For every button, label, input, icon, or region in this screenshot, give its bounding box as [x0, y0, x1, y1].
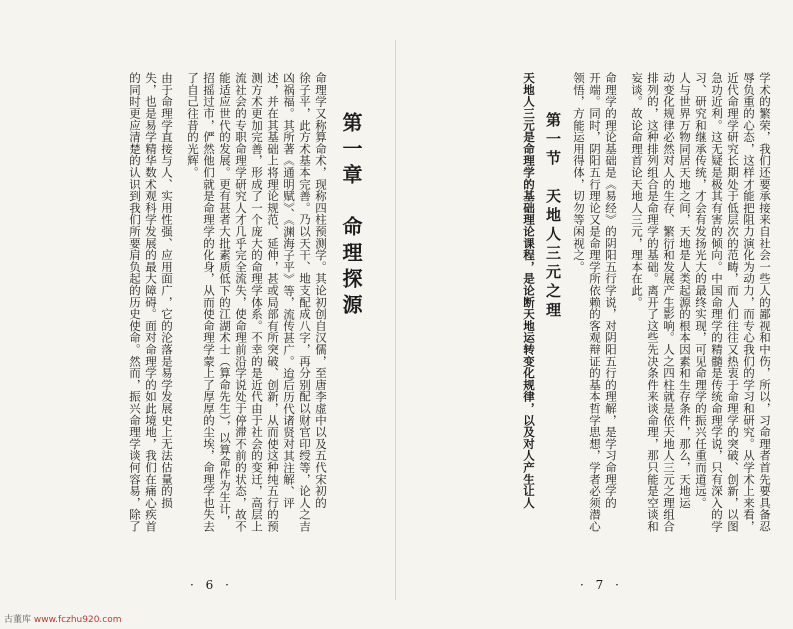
text-column: 急功近利。这无疑是极其有害的倾向。中国命理学的精髓是传统命理学说，只有深入的学	[710, 72, 724, 533]
text-column: 了自己往昔的光辉。	[186, 72, 200, 179]
right-page-text-columns	[446, 72, 772, 562]
text-column: 由于命理学直接与人、实用性强、应用面广，它的沦落是易学发展史上无法估量的损	[160, 72, 174, 509]
text-column: 开端。同时，阴阳五行理论又是命理学所依赖的客观辩证的基本哲学思想，学者必须潜心	[588, 72, 602, 533]
left-page	[0, 0, 396, 629]
bold-text-column: 天地人三元是命理学的基础理论课程，是论断天地运转变化规律，以及对人产生让人	[522, 72, 536, 509]
text-column: 辱负重的心态，这样才能把阻力演化为动力，而专心我们的学习和研究。从学术上来看，	[742, 72, 756, 533]
page-number-left: · 6 ·	[190, 578, 233, 592]
watermark-link[interactable]: www.fczhu920.com	[33, 615, 122, 625]
section-title: 第一节 天地人三元之理	[544, 112, 562, 321]
chapter-title: 第一章 命理探源	[339, 112, 363, 320]
text-column: 妄谈。故论命理首论天地人三元，理本在此。	[630, 72, 644, 308]
text-column: 述，并在其基础上将理论规范、延伸，甚或局部有所突破、创新，从而使这种纯五行的预	[266, 72, 280, 533]
text-column: 招摇过市，俨然他们就是命理学的化身，从而使命理学蒙上了厚厚的尘埃，命理学也失去	[202, 72, 216, 533]
text-column: 习、研究和继承传统，才会有发扬光大的最终实现，可见命理学的振兴任重而道远。	[694, 72, 708, 509]
text-column: 命理学又称算命术，现称四柱预测学。其论初创自汉儒，至唐李虚中以及五代宋初的	[314, 72, 328, 509]
text-column: 学术的繁荣，我们还要承接来自社会一些人的鄙视和中伤，所以，习命理者首先要具备忍	[758, 72, 772, 533]
text-column: 的同时更应清楚的认识到我们所要肩负起的历史使命。然而，振兴命理学谈何容易，除了	[128, 72, 142, 533]
text-column: 命理学的理论基础是《易经》的阴阳五行学说，对阴阳五行的理解，是学习命理学的	[604, 72, 618, 509]
text-column: 能适应世代的发展。更有甚者大批素质低下的江湖术士（算命先生），以算命作为生计，	[218, 72, 232, 527]
text-column: 人与世界万物同居天地之间，天地是人类起源的根本因素和生存条件，那么，天地运	[678, 72, 692, 509]
watermark-prefix: 古董库	[4, 615, 34, 625]
text-column: 失，也是易学精华数术观科学发展的最大障碍。面对命理学的如此境地，我们在痛心疾首	[144, 72, 158, 533]
left-page-text-columns	[56, 72, 372, 562]
text-column: 领悟，方能运用得体，切勿等闲视之。	[572, 72, 586, 273]
watermark	[4, 612, 122, 625]
text-column: 测方术更加完善，形成了一个庞大的命理学体系。不幸的是近代由于社会的变迁，高层上	[250, 72, 264, 533]
text-column: 近代命理学研究长期处于低层次的范畴，而人们往往又热衷于命理学的突破、创新，以图	[726, 72, 740, 533]
text-column: 徐子平，此方术基本完善。乃以天干、地支配成八字，再分别配以财官印绶等，论人之吉	[298, 72, 312, 533]
text-column: 排列的，这种排列组合是命理学的基础。离开了这些先决条件来谈命理，那只能是空谈和	[646, 72, 660, 533]
text-column: 动变化规律必然对人的生存、繁衍和发展产生影响。人之四柱就是依天地人三元之理组合	[662, 72, 676, 533]
text-column: 凶祸福。其所著《通明赋》、《渊海子平》等，流传甚广。迨后历代诸贤对其注解、评	[282, 72, 296, 509]
page-number-right: · 7 ·	[580, 578, 623, 592]
right-page	[396, 0, 793, 629]
text-column: 流社会的专职命理学研究人才几乎完全流失，使命理前沿学说处于停滞不前的状态，故不	[234, 72, 248, 533]
